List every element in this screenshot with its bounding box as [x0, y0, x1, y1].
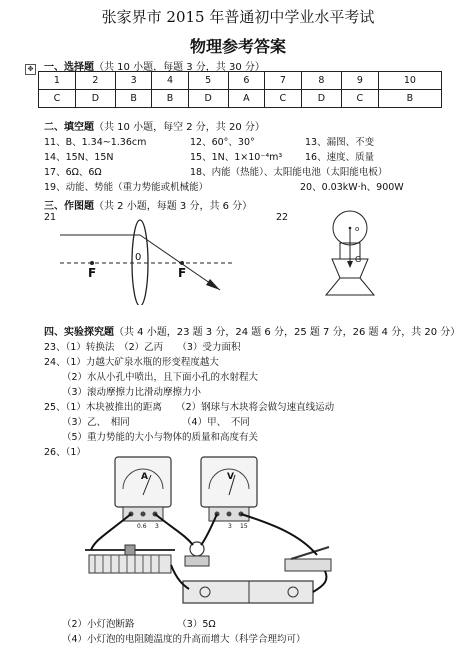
- ball-stand-diagram: [310, 205, 390, 315]
- table-cell: B: [116, 90, 152, 108]
- voltmeter-label: V: [227, 472, 234, 482]
- lens-diagram: [60, 215, 240, 305]
- circuit-diagram: [85, 455, 365, 613]
- table-cell: D: [75, 90, 115, 108]
- answer-line: （5）重力势能的大小与物体的质量和高度有关: [62, 432, 259, 443]
- fill-answer: 19、动能、势能（重力势能或机械能）: [44, 182, 209, 193]
- answer-line: 26、（1）: [44, 447, 86, 458]
- table-cell: C: [341, 90, 378, 108]
- focus-left-label: F: [88, 266, 97, 280]
- table-cell: 2: [75, 72, 115, 90]
- terminal-label: 3: [155, 523, 159, 530]
- table-cell: A: [228, 90, 264, 108]
- table-cell: B: [152, 90, 188, 108]
- answer-table: [38, 71, 442, 108]
- fill-answer: 15、1N、1×10⁻⁴m³: [190, 152, 283, 163]
- table-cell: D: [188, 90, 228, 108]
- fill-answer: 12、60°、30°: [190, 137, 255, 148]
- fill-answer: 11、B、1.34~1.36cm: [44, 137, 147, 148]
- battery-box: [183, 581, 313, 603]
- fill-answer: 13、漏图、不变: [305, 137, 375, 148]
- exam-title: 张家界市 2015 年普通初中学业水平考试: [101, 8, 375, 26]
- section1-heading: 一、选择题（共 10 小题，每题 3 分，共 30 分）: [44, 62, 265, 73]
- answer-line: 24、（1）力越大矿泉水瓶的形变程度越大: [44, 357, 219, 368]
- table-cell: B: [378, 90, 441, 108]
- table-move-handle[interactable]: ✥: [25, 64, 36, 75]
- fill-answer: 17、6Ω、6Ω: [44, 167, 102, 178]
- fill-answer: 20、0.03kW·h、900W: [300, 182, 404, 193]
- arrow-head-icon: [347, 261, 353, 268]
- table-cell: C: [39, 90, 76, 108]
- table-cell: D: [301, 90, 341, 108]
- table-cell: 1: [39, 72, 76, 90]
- ammeter: [115, 457, 171, 507]
- table-cell: 5: [188, 72, 228, 90]
- ammeter-label: A: [141, 472, 148, 482]
- center-dot: [349, 227, 352, 230]
- focus-right-label: F: [178, 266, 187, 280]
- table-cell: 10: [378, 72, 441, 90]
- doc-title: 物理参考答案: [189, 37, 286, 56]
- table-cell: 6: [228, 72, 264, 90]
- question-number: 22: [276, 212, 289, 223]
- fill-answer: 18、内能（热能）、太阳能电池（太阳能电板）: [190, 167, 388, 178]
- terminal-label: 3: [228, 523, 232, 530]
- section2-heading: 二、填空题（共 10 小题，每空 2 分，共 20 分）: [44, 122, 265, 133]
- answer-line: （2）水从小孔中喷出，且下面小孔的水射程大: [62, 372, 259, 383]
- table-cell: 8: [301, 72, 341, 90]
- center-label: 0: [135, 252, 142, 263]
- answer-line: 23、（1）转换法 （2）乙丙 （3）受力面积: [44, 342, 241, 353]
- section4-heading: 四、实验探究题（共 4 小题，23 题 3 分，24 题 6 分，25 题 7 分，26 题 4 分，共 20 分）: [44, 327, 461, 338]
- answer-line: （3）乙、 相同 （4）甲、 不同: [62, 417, 250, 428]
- answer-line: （2）小灯泡断路 （3）5Ω: [62, 619, 216, 630]
- table-cell: 9: [341, 72, 378, 90]
- section3-heading: 三、作图题（共 2 小题，每题 3 分，共 6 分）: [44, 201, 253, 212]
- terminal-label: 0.6: [137, 523, 147, 530]
- answer-line: （4）小灯泡的电阻随温度的升高而增大（科学合理均可）: [62, 634, 306, 645]
- fill-answer: 16、速度、质量: [305, 152, 375, 163]
- terminal-label: 15: [240, 523, 248, 530]
- switch: [285, 559, 331, 571]
- focus-point: [90, 261, 94, 265]
- stand-base: [326, 278, 374, 295]
- answer-line: （3）滚动摩擦力比滑动摩擦力小: [62, 387, 202, 398]
- fill-answer: 14、15N、15N: [44, 152, 114, 163]
- table-cell: 3: [116, 72, 152, 90]
- ball-center-label: o: [355, 225, 360, 233]
- focus-point: [180, 261, 184, 265]
- arrow-head-icon: [206, 279, 220, 290]
- table-cell: C: [264, 90, 301, 108]
- table-cell: 4: [152, 72, 188, 90]
- voltmeter: [201, 457, 257, 507]
- table-cell: 7: [264, 72, 301, 90]
- answer-line: 25、（1）木块被推出的距离 （2）钢球与木块将会做匀速直线运动: [44, 402, 335, 413]
- question-number: 21: [44, 212, 57, 223]
- weight-label: G: [355, 255, 362, 264]
